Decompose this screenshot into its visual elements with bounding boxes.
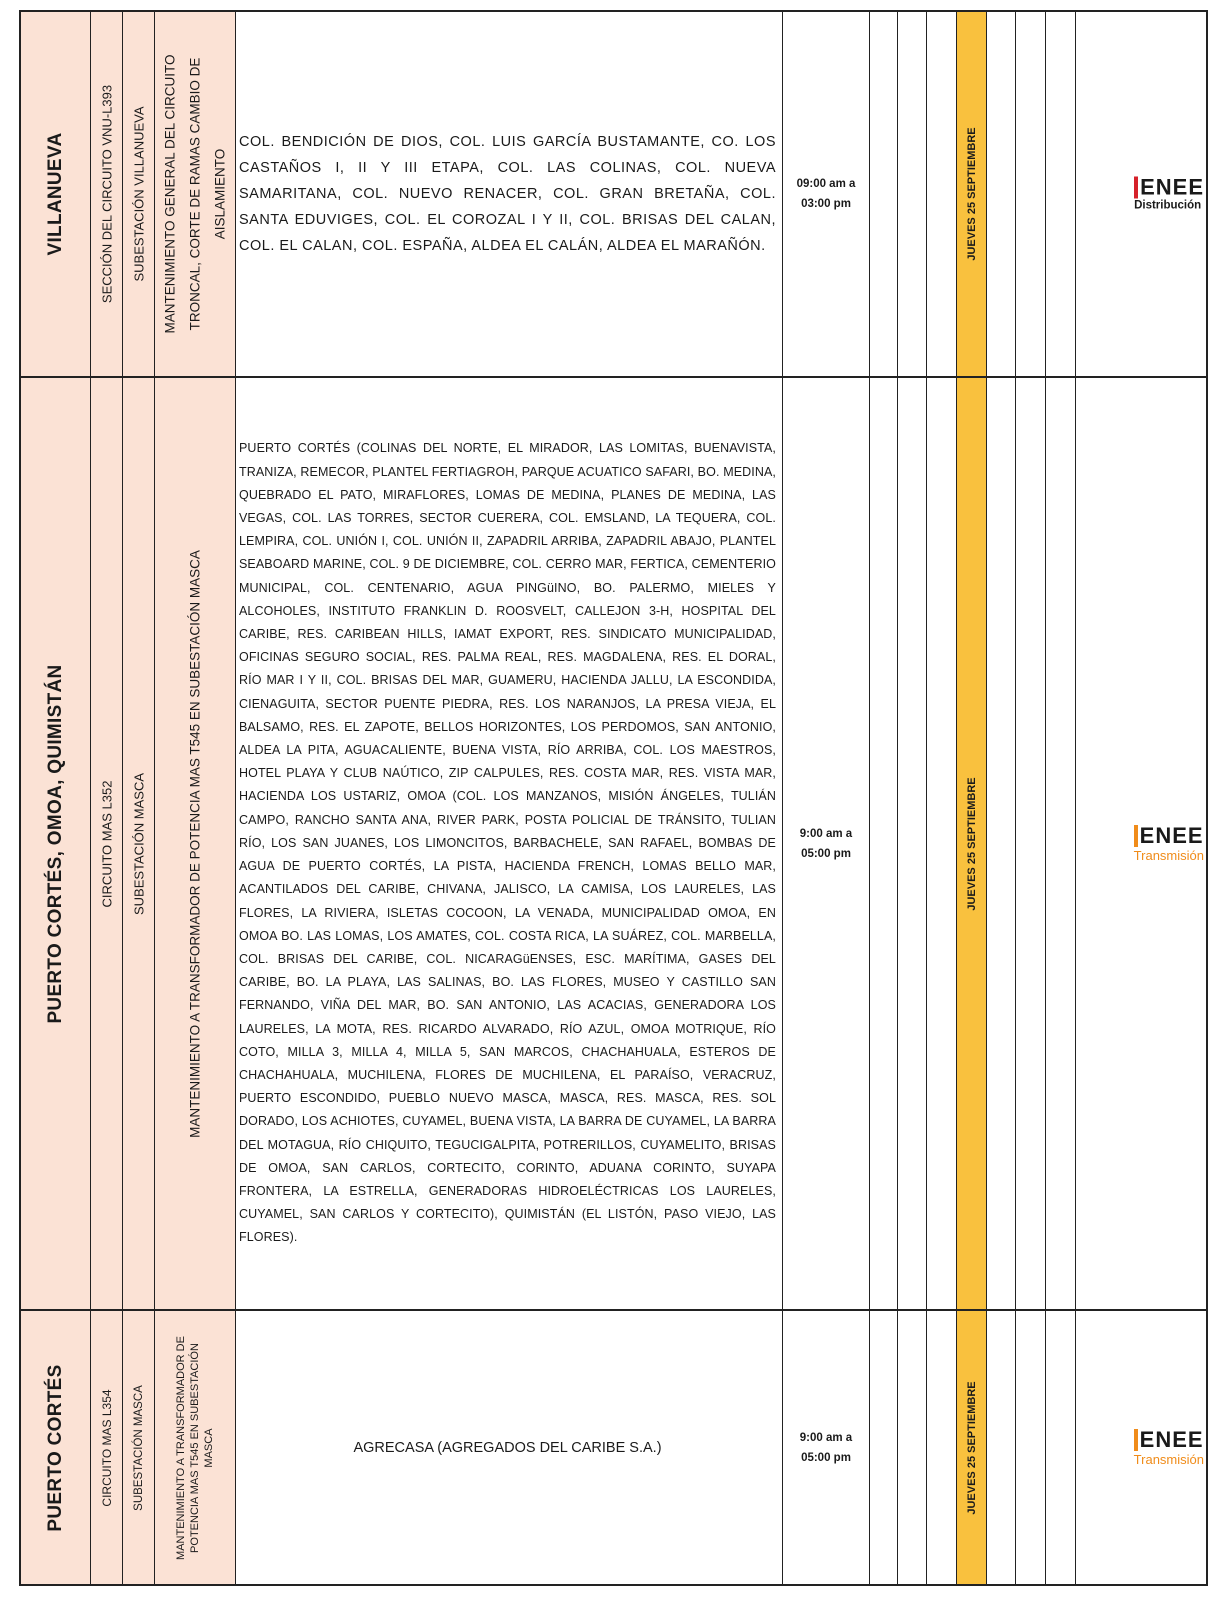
zone-cell xyxy=(21,12,91,376)
enee-mark-icon xyxy=(1134,177,1138,199)
circuit-label: SECCIÓN DEL CIRCUITO VNU-L393 xyxy=(99,84,114,304)
date-label: JUEVES 25 SEPTIEMBRE xyxy=(965,127,978,261)
blank-column xyxy=(1016,378,1046,1309)
zone-label: PUERTO CORTÉS xyxy=(44,1363,66,1532)
blank-column xyxy=(927,378,957,1309)
logo-brand: ENEE xyxy=(1140,174,1204,200)
time-cell xyxy=(783,378,870,1309)
areas-cell xyxy=(236,378,783,1309)
logo-cell xyxy=(1076,1311,1206,1584)
enee-transmision-logo xyxy=(1133,822,1204,863)
blank-column xyxy=(870,378,898,1309)
work-cell xyxy=(155,378,236,1309)
date-cell xyxy=(957,12,987,376)
substation-cell xyxy=(123,378,155,1309)
zone-cell xyxy=(21,378,91,1309)
blank-column xyxy=(898,378,927,1309)
circuit-label: CIRCUITO MAS L352 xyxy=(99,780,114,907)
substation-cell xyxy=(123,1311,155,1584)
time-end: 05:00 pm xyxy=(801,847,851,860)
zone-label: VILLANUEVA xyxy=(44,132,66,256)
blank-column xyxy=(870,1311,898,1584)
enee-transmision-logo xyxy=(1133,1426,1204,1467)
time-end: 05:00 pm xyxy=(801,1451,851,1464)
affected-areas-text: PUERTO CORTÉS (COLINAS DEL NORTE, EL MIRADOR, LAS LOMITAS, BUENAVISTA, TRANIZA, REMECOR, PLANTEL FERTIAGROH, PARQUE ACUATICO SAFARI, BO. MEDINA, QUEBRADO EL PATO, MIRAFLORES, LOMAS DE MEDINA, PLANES DE MEDINA, LAS VEGAS, COL. LAS TORRES, SECTOR CUERERA, COL. EMSLAND, LA TEQUERA, COL. LEMPIRA, COL. UNIÓN I, COL. UNIÓN II, ZAPADRIL ARRIBA, ZAPADRIL ABAJO, PLANTEL SEABOARD MARINE, COL. 9 DE DICIEMBRE, COL. CERRO MAR, FERTICA, CEMENTERIO MUNICIPAL, COL. CENTENARIO, AGUA PINGüINO, BO. PALERMO, MIELES Y ALCOHOLES, INSTITUTO FRANKLIN D. ROOSVELT, CALLEJON 3-H, HOSPITAL DEL CARIBE, RES. CARIBEAN HILLS, IAMAT EXPORT, RES. SINDICATO MUNICIPALIDAD, OFICINAS SEGURO SOCIAL, RES. PALMA REAL, RES. MAGDALENA, RES. EL DORAL, RÍO MAR I Y II, COL. BRISAS DEL MAR, GUAMERU, HACIENDA JALLU, LA ESCONDIDA, CIENAGUITA, SECTOR PUENTE PIEDRA, RES. LOS NARANJOS, LA PRESA VIEJA, EL BALSAMO, RES. EL ZAPOTE, BELLOS HORIZONTES, LOS PERDOMOS, SAN ANTONIO, ALDEA LA PITA, AGUACALIENTE, BUENA VISTA, RÍO ARRIBA, COL. LOS MAESTROS, HOTEL PLAYA Y CLUB NAÚTICO, ZIP CALPULES, RES. COSTA MAR, RES. VISTA MAR, HACIENDA LOS USTARIZ, OMOA (COL. LOS MANZANOS, MISIÓN ÁNGELES, TULIÁN CAMPO, RANCHO SANTA ANA, RIVER PARK, POSTA POLICIAL DE TRÁNSITO, TULIAN RÍO, LOS SAN JUANES, LOS LIMONCITOS, BARBACHELE, SAN RAFAEL, BOMBAS DE AGUA DE PUERTO CORTÉS, LA PISTA, HACIENDA FRENCH, LOMAS BELLO MAR, ACANTILADOS DEL CARIBE, CHIVANA, JALISCO, LA CAMISA, LOS LAURELES, LAS FLORES, LA RIVIERA, ISLETAS COCOON, LA VENADA, MUNICIPALIDAD OMOA, EN OMOA BO. LAS LOMAS, LOS AMATES, COL. COSTA RICA, LA SUÁREZ, COL. MARBELLA, COL. BRISAS DEL CARIBE, COL. NICARAGüENSES, ESC. MARÍTIMA, GASES DEL CARIBE, BO. LA PLAYA, LAS SALINAS, BO. LAS FLORES, MUSEO Y CASTILLO SAN FERNANDO, VIÑA DEL MAR, BO. SAN ANTONIO, LAS ACACIAS, GENERADORA LOS LAURELES, LA MOTA, RES. RICARDO ALVARADO, RÍO AZUL, OMOA MOTRIQUE, RÍO COTO, MILLA 3, MILLA 4, MILLA 5, SAN MARCOS, CHACHAHUALA, ESTEROS DE CHACHAHUALA, MUCHILENA, FLORES DE MUCHILENA, EL PARAÍSO, VERACRUZ, PUERTO ESCONDIDO, PUEBLO NUEVO MASCA, MASCA, RES. MASCA, RES. SOL DORADO, LOS ACHIOTES, CUYAMEL, BUENA VISTA, LA BARRA DE CUYAMEL, LA BARRA DEL MOTAGUA, RÍO CHIQUITO, TEGUCIGALPITA, POTRERILLOS, CUYAMELITO, BRISAS DE OMOA, SAN CARLOS, CORTECITO, CORINTO, ADUANA CORINTO, SUYAPA FRONTERA, LA ESTRELLA, GENERADORAS HIDROELÉCTRICAS LOS LAURELES, CUYAMEL, SAN CARLOS Y CORTECITO), QUIMISTÁN (EL LISTÓN, PASO VIEJO, LAS FLORES). xyxy=(239,441,776,1245)
blank-column xyxy=(1016,12,1046,376)
blank-column xyxy=(927,12,957,376)
time-start: 09:00 am a xyxy=(796,178,856,190)
affected-areas-text: AGRECASA (AGREGADOS DEL CARIBE S.A.) xyxy=(353,1439,662,1456)
blank-column xyxy=(1016,1311,1046,1584)
circuit-cell xyxy=(91,12,123,376)
substation-label: SUBESTACIÓN VILLANUEVA xyxy=(131,106,146,282)
outage-schedule-table xyxy=(19,10,1208,1586)
logo-brand: ENEE xyxy=(1139,822,1204,848)
work-label: MANTENIMIENTO A TRANSFORMADOR DE POTENCIA MAS T545 EN SUBESTACIÓN MASCA xyxy=(175,1335,215,1560)
areas-cell xyxy=(236,1311,783,1584)
enee-mark-icon xyxy=(1134,825,1138,847)
blank-column xyxy=(987,378,1016,1309)
blank-column xyxy=(1046,12,1076,376)
time-cell xyxy=(783,1311,870,1584)
logo-cell xyxy=(1076,12,1206,376)
circuit-cell xyxy=(91,378,123,1309)
substation-label: SUBESTACIÓN MASCA xyxy=(131,772,146,915)
blank-column xyxy=(898,12,927,376)
substation-label: SUBESTACIÓN MASCA xyxy=(132,1384,145,1511)
enee-distribucion-logo xyxy=(1134,174,1204,212)
schedule-row-villanueva xyxy=(21,12,1206,378)
substation-cell xyxy=(123,12,155,376)
date-cell xyxy=(957,1311,987,1584)
circuit-label: CIRCUITO MAS L354 xyxy=(99,1388,114,1507)
blank-column xyxy=(1046,1311,1076,1584)
time-range xyxy=(783,1428,869,1468)
date-label: JUEVES 25 SEPTIEMBRE xyxy=(965,776,978,911)
logo-sub: Distribución xyxy=(1134,199,1202,212)
blank-column xyxy=(898,1311,927,1584)
circuit-cell xyxy=(91,1311,123,1584)
time-end: 03:00 pm xyxy=(801,198,851,210)
work-cell xyxy=(155,1311,236,1584)
time-cell xyxy=(783,12,870,376)
blank-column xyxy=(927,1311,957,1584)
logo-brand: ENEE xyxy=(1139,1426,1204,1452)
schedule-row-puerto-cortes-omoa-quimistan xyxy=(21,378,1206,1311)
date-label: JUEVES 25 SEPTIEMBRE xyxy=(965,1380,978,1515)
time-start: 9:00 am a xyxy=(799,827,853,840)
schedule-row-puerto-cortes xyxy=(21,1311,1206,1584)
blank-column xyxy=(987,12,1016,376)
affected-areas-text: COL. BENDICIÓN DE DIOS, COL. LUIS GARCÍA BUSTAMANTE, CO. LOS CASTAÑOS I, II Y III ETAPA, COL. LAS COLINAS, COL. NUEVA SAMARITANA, COL. NUEVO RENACER, COL. GRAN BRETAÑA, COL. SANTA EDUVIGES, COL. EL COROZAL I Y II, COL. BRISAS DEL CALAN, COL. EL CALAN, COL. ESPAÑA, ALDEA EL CALÁN, ALDEA EL MARAÑÓN. xyxy=(239,134,776,254)
zone-cell xyxy=(21,1311,91,1584)
logo-sub: Transmisión xyxy=(1133,847,1204,863)
areas-cell xyxy=(236,12,783,376)
logo-sub: Transmisión xyxy=(1133,1451,1204,1467)
work-label: MANTENIMIENTO A TRANSFORMADOR DE POTENCIA MAS T545 EN SUBESTACIÓN MASCA xyxy=(187,549,203,1138)
blank-column xyxy=(870,12,898,376)
blank-column xyxy=(987,1311,1016,1584)
time-range xyxy=(783,174,869,214)
blank-column xyxy=(1046,378,1076,1309)
work-label: MANTENIMIENTO GENERAL DEL CIRCUITO TRONCAL, CORTE DE RAMAS CAMBIO DE AISLAMIENTO xyxy=(162,54,228,334)
logo-cell xyxy=(1076,378,1206,1309)
time-range xyxy=(783,824,869,864)
enee-mark-icon xyxy=(1134,1429,1138,1451)
date-cell xyxy=(957,378,987,1309)
work-cell xyxy=(155,12,236,376)
time-start: 9:00 am a xyxy=(799,1431,853,1444)
zone-label: PUERTO CORTÉS, OMOA, QUIMISTÁN xyxy=(44,663,66,1024)
